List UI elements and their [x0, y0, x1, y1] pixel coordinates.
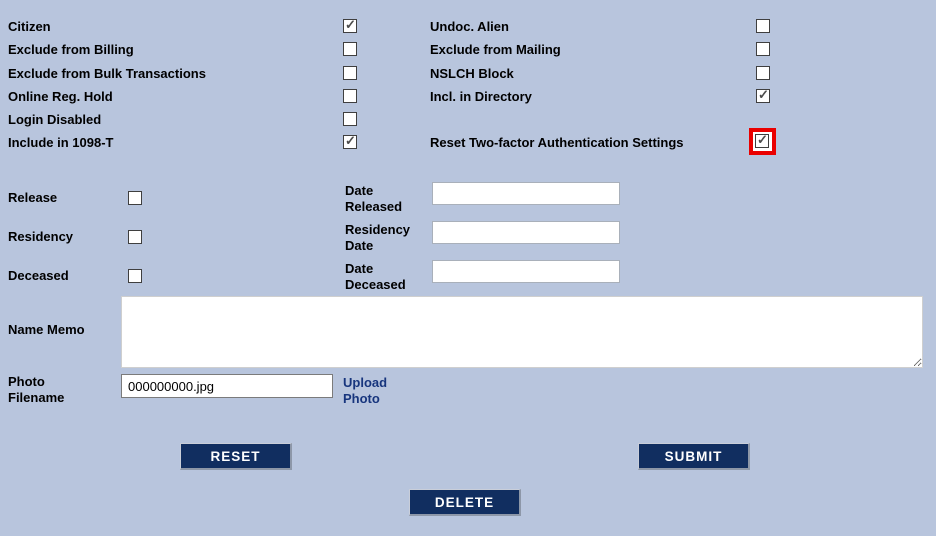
- exclude-mailing-checkbox[interactable]: [756, 42, 770, 56]
- residency-date-label: Residency Date: [345, 222, 411, 253]
- citizen-checkbox[interactable]: [343, 19, 357, 33]
- exclude-billing-checkbox[interactable]: [343, 42, 357, 56]
- flag-row-2: [0, 38, 936, 61]
- flag-row-4: [0, 85, 936, 108]
- nslch-block-label: NSLCH Block: [430, 66, 514, 81]
- online-reg-hold-label: Online Reg. Hold: [8, 89, 113, 104]
- online-reg-hold-checkbox[interactable]: [343, 89, 357, 103]
- name-memo-label: Name Memo: [8, 322, 85, 337]
- date-deceased-input[interactable]: [432, 260, 620, 283]
- flag-row-5: [0, 108, 936, 131]
- incl-in-directory-checkbox[interactable]: [756, 89, 770, 103]
- highlight-box: [749, 128, 776, 155]
- flag-row-3: [0, 62, 936, 85]
- exclude-billing-label: Exclude from Billing: [8, 42, 134, 57]
- exclude-bulk-transactions-checkbox[interactable]: [343, 66, 357, 80]
- reset-two-factor-label: Reset Two-factor Authentication Settings: [430, 135, 684, 150]
- residency-row: [0, 221, 936, 260]
- deceased-row: [0, 260, 936, 299]
- residency-label: Residency: [8, 229, 74, 244]
- include-1098t-label: Include in 1098-T: [8, 135, 114, 150]
- citizen-label: Citizen: [8, 19, 51, 34]
- incl-in-directory-label: Incl. in Directory: [430, 89, 532, 104]
- release-row: [0, 182, 936, 221]
- photo-filename-input[interactable]: [121, 374, 333, 398]
- login-disabled-checkbox[interactable]: [343, 112, 357, 126]
- include-1098t-checkbox[interactable]: [343, 135, 357, 149]
- submit-button[interactable]: SUBMIT: [638, 443, 750, 470]
- exclude-mailing-label: Exclude from Mailing: [430, 42, 561, 57]
- date-deceased-label: Date Deceased: [345, 261, 406, 292]
- undoc-alien-checkbox[interactable]: [756, 19, 770, 33]
- login-disabled-label: Login Disabled: [8, 112, 102, 127]
- release-checkbox[interactable]: [128, 191, 142, 205]
- delete-button[interactable]: DELETE: [409, 489, 521, 516]
- deceased-label: Deceased: [8, 268, 69, 283]
- flag-row-1: [0, 15, 936, 38]
- name-memo-textarea[interactable]: [121, 296, 923, 368]
- exclude-bulk-transactions-label: Exclude from Bulk Transactions: [8, 66, 206, 81]
- residency-checkbox[interactable]: [128, 230, 142, 244]
- date-released-label: Date Released: [345, 183, 403, 214]
- undoc-alien-label: Undoc. Alien: [430, 19, 509, 34]
- date-released-input[interactable]: [432, 182, 620, 205]
- reset-two-factor-checkbox[interactable]: [755, 134, 769, 148]
- flag-row-6: [0, 131, 936, 154]
- upload-photo-link[interactable]: Upload Photo: [343, 375, 388, 406]
- nslch-block-checkbox[interactable]: [756, 66, 770, 80]
- residency-date-input[interactable]: [432, 221, 620, 244]
- photo-filename-label: Photo Filename: [8, 374, 65, 405]
- release-label: Release: [8, 190, 58, 205]
- reset-button[interactable]: RESET: [180, 443, 292, 470]
- deceased-checkbox[interactable]: [128, 269, 142, 283]
